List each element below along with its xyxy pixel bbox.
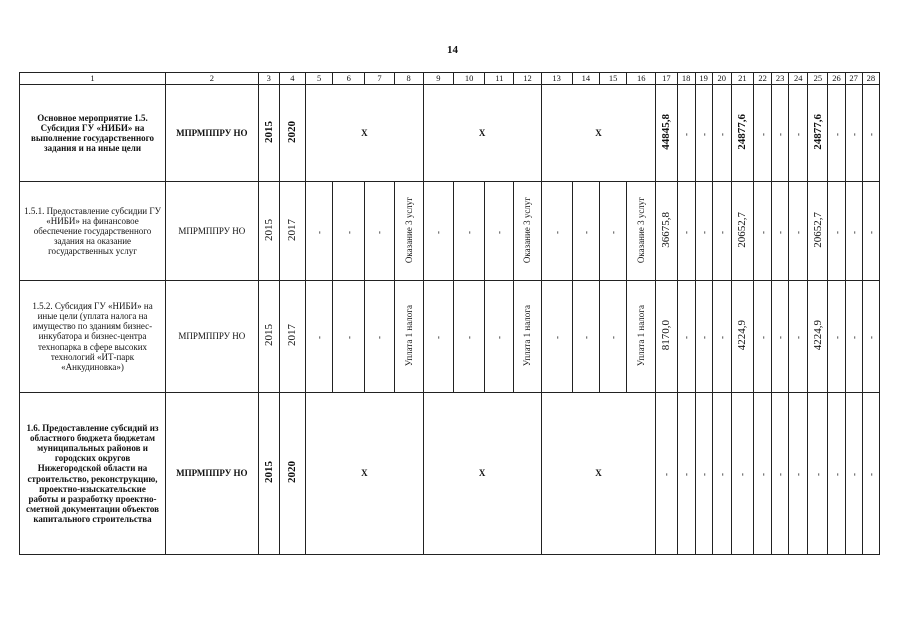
dash-cell: - [343,336,354,340]
col-header: 11 [485,73,514,85]
responsible-org: МПРМППРУ НО [166,182,259,281]
dash-cell: - [775,473,786,477]
indicator-text: Оказание 3 услуг [522,196,533,263]
responsible-org: МПРМППРУ НО [166,85,259,182]
end-year: 2020 [286,120,299,143]
dash-cell: - [681,132,692,136]
table-row [20,85,880,182]
activity-description: 1.5.1. Предоставление субсидии ГУ «НИБИ» на финансовое обеспечение государственного задания на оказание государственных услуг [20,182,166,281]
col-header: 20 [712,73,731,85]
dash-cell: - [698,132,709,136]
dash-cell: - [716,473,727,477]
dash-cell: - [757,132,768,136]
dash-cell: - [608,230,619,234]
indicator-text: Уплата 1 налога [636,304,647,367]
dash-cell: - [831,336,842,340]
table-row [20,393,880,555]
x-mark: Х [541,85,656,182]
dash-cell: - [793,473,804,477]
col-header: 27 [845,73,862,85]
col-header: 16 [627,73,656,85]
col-header: 6 [333,73,365,85]
col-header: 1 [20,73,166,85]
col-header: 8 [394,73,423,85]
responsible-org: МПРМППРУ НО [166,281,259,393]
dash-cell: - [793,336,804,340]
dash-cell: - [812,473,823,477]
col-header: 24 [789,73,808,85]
dash-cell: - [433,230,444,234]
dash-cell: - [580,230,591,234]
dash-cell: - [737,473,748,477]
dash-cell: - [698,230,709,234]
dash-cell: - [580,336,591,340]
dash-cell: - [757,473,768,477]
col-header: 10 [453,73,484,85]
col-header: 28 [862,73,879,85]
dash-cell: - [831,230,842,234]
dash-cell: - [848,230,859,234]
dash-cell: - [433,336,444,340]
col-header: 18 [677,73,695,85]
dash-cell: - [551,230,562,234]
dash-cell: - [494,336,505,340]
col-header: 3 [258,73,279,85]
dash-cell: - [464,230,475,234]
col-header: 15 [599,73,626,85]
end-year: 2017 [286,324,299,347]
col-header: 14 [572,73,599,85]
program-activities-table [19,72,880,555]
col-header: 26 [828,73,845,85]
x-mark: Х [423,85,541,182]
dash-cell: - [775,336,786,340]
dash-cell: - [716,132,727,136]
indicator-text: Оказание 3 услуг [636,196,647,263]
amount-col21: 20652,7 [736,212,749,248]
col-header: 2 [166,73,259,85]
end-year: 2020 [286,461,299,484]
amount-total: 44845,8 [660,114,673,150]
amount-col21: 4224,9 [736,320,749,351]
dash-cell: - [314,336,325,340]
x-mark: Х [305,85,423,182]
dash-cell: - [865,230,876,234]
page-number: 14 [447,44,458,56]
col-header: 7 [365,73,394,85]
dash-cell: - [343,230,354,234]
amount-col25: 4224,9 [811,320,824,351]
col-header: 22 [754,73,772,85]
dash-cell: - [608,336,619,340]
dash-cell: - [865,132,876,136]
dash-cell: - [775,230,786,234]
dash-cell: - [551,336,562,340]
activity-description: Основное мероприятие 1.5. Субсидия ГУ «НИБИ» на выполнение государственного задания и на иные цели [20,85,166,182]
dash-cell: - [865,336,876,340]
indicator-text: Оказание 3 услуг [403,196,414,263]
dash-cell: - [494,230,505,234]
dash-cell: - [716,230,727,234]
col-header: 19 [695,73,712,85]
dash-cell: - [757,336,768,340]
activity-description: 1.5.2. Субсидия ГУ «НИБИ» на иные цели (уплата налога на имущество по зданиям бизнес-инкубатора и бизнес-центра технопарка в сфере высоких технологий «ИТ-парк «Анкудиновка») [20,281,166,393]
table-row [20,281,880,393]
dash-cell: - [314,230,325,234]
table-row [20,182,880,281]
col-header: 23 [772,73,789,85]
indicator-text: Уплата 1 налога [522,304,533,367]
responsible-org: МПРМППРУ НО [166,393,259,555]
col-header: 13 [541,73,572,85]
indicator-text: Уплата 1 налога [403,304,414,367]
dash-cell: - [848,336,859,340]
dash-cell: - [775,132,786,136]
amount-total: 8170,0 [660,320,673,351]
col-header: 25 [808,73,828,85]
start-year: 2015 [262,218,275,241]
dash-cell: - [698,336,709,340]
amount-col21: 24877,6 [736,114,749,150]
x-mark: Х [305,393,423,555]
x-mark: Х [423,393,541,555]
dash-cell: - [681,473,692,477]
dash-cell: - [848,473,859,477]
dash-cell: - [681,336,692,340]
col-header: 4 [279,73,305,85]
dash-cell: - [793,230,804,234]
end-year: 2017 [286,218,299,241]
start-year: 2015 [262,461,275,484]
dash-cell: - [464,336,475,340]
dash-cell: - [698,473,709,477]
dash-cell: - [865,473,876,477]
amount-col25: 24877,6 [811,114,824,150]
amount-col25: 20652,7 [811,212,824,248]
col-header: 12 [514,73,541,85]
dash-cell: - [374,230,385,234]
dash-cell: - [831,473,842,477]
dash-cell: - [848,132,859,136]
dash-cell: - [681,230,692,234]
dash-cell: - [374,336,385,340]
dash-cell: - [661,473,672,477]
dash-cell: - [831,132,842,136]
activity-description: 1.6. Предоставление субсидий из областного бюджета бюджетам муниципальных районов и городских округов Нижегородской области на строительство, реконструкцию, проектно-изыскательские работы и разработку проектно-сметной документации объектов капитального строительства [20,393,166,555]
start-year: 2015 [262,120,275,143]
column-number-row [20,73,880,85]
col-header: 17 [656,73,677,85]
dash-cell: - [793,132,804,136]
dash-cell: - [757,230,768,234]
x-mark: Х [541,393,656,555]
start-year: 2015 [262,324,275,347]
col-header: 5 [305,73,332,85]
dash-cell: - [716,336,727,340]
amount-total: 36675,8 [660,212,673,248]
col-header: 21 [731,73,753,85]
col-header: 9 [423,73,453,85]
